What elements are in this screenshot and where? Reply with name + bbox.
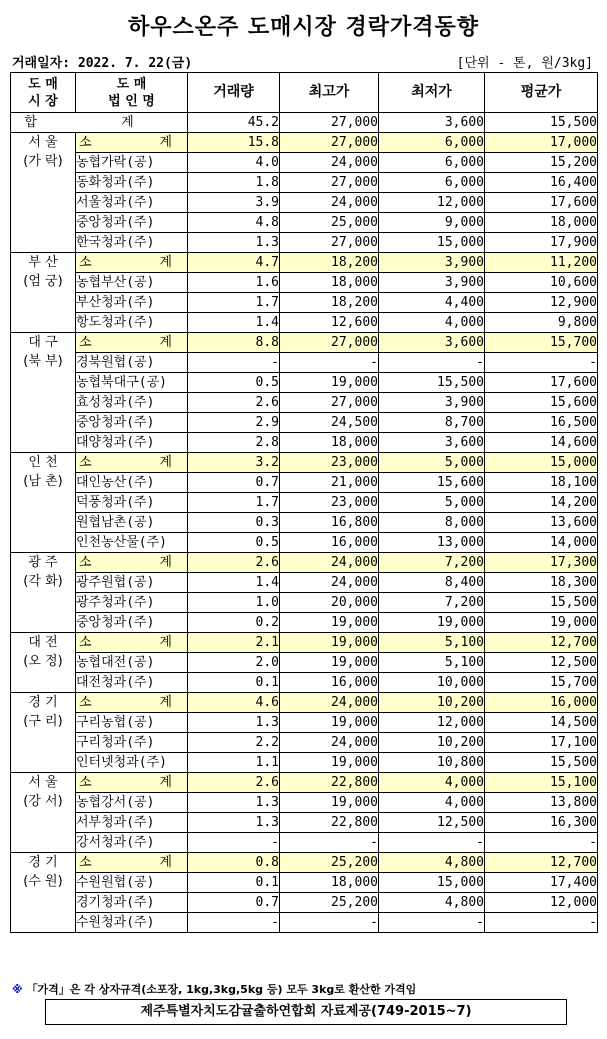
corp-name: 대인농산(주)	[76, 473, 188, 493]
max-price-cell: 27,000	[280, 393, 379, 413]
max-price-cell: 22,800	[280, 813, 379, 833]
volume-cell: 0.3	[188, 513, 280, 533]
max-price-cell: 27,000	[280, 233, 379, 253]
min-price-cell: 5,000	[379, 453, 485, 473]
market-region: 인 천 (남 촌)	[11, 453, 76, 553]
subtotal-row	[11, 633, 598, 653]
subtotal-row	[11, 773, 598, 793]
min-price-cell: 10,200	[379, 733, 485, 753]
avg-price-cell: 17,300	[485, 553, 598, 573]
header-min: 최저가	[379, 73, 485, 113]
max-price-cell: 18,000	[280, 433, 379, 453]
avg-price-cell: 15,500	[485, 593, 598, 613]
header-corp: 도 매 법 인 명	[76, 73, 188, 113]
avg-price-cell: 14,000	[485, 533, 598, 553]
volume-cell: 1.0	[188, 593, 280, 613]
table-row	[11, 493, 598, 513]
volume-cell: 1.7	[188, 293, 280, 313]
corp-name: 광주청과(주)	[76, 593, 188, 613]
corp-name: 동화청과(주)	[76, 173, 188, 193]
min-price-cell: 15,600	[379, 473, 485, 493]
corp-name: 중앙청과(주)	[76, 213, 188, 233]
max-price-cell: 23,000	[280, 493, 379, 513]
subtotal-row	[11, 693, 598, 713]
max-price-cell: 24,000	[280, 573, 379, 593]
max-price-cell: 24,000	[280, 153, 379, 173]
max-price-cell: 24,000	[280, 193, 379, 213]
max-price-cell: 18,200	[280, 293, 379, 313]
volume-cell: 1.3	[188, 713, 280, 733]
footnote-text: 「가격」은 각 상자규격(소포장, 1kg,3kg,5kg 등) 모두 3kg로 환산한 가격임	[26, 983, 417, 996]
max-price-cell: -	[280, 913, 379, 933]
subtotal-row	[11, 133, 598, 153]
avg-price-cell: 17,600	[485, 193, 598, 213]
avg-price-cell: 15,100	[485, 773, 598, 793]
market-region: 서 울 (강 서)	[11, 773, 76, 853]
avg-price-cell: 12,500	[485, 653, 598, 673]
corp-name: 항도청과(주)	[76, 313, 188, 333]
corp-name: 중앙청과(주)	[76, 613, 188, 633]
avg-price-cell: 12,900	[485, 293, 598, 313]
header-row	[11, 73, 598, 113]
max-price-cell: 25,200	[280, 893, 379, 913]
avg-price-cell: 18,300	[485, 573, 598, 593]
min-price-cell: 7,200	[379, 553, 485, 573]
max-price-cell: 16,000	[280, 673, 379, 693]
max-price-cell: -	[280, 353, 379, 373]
max-price-cell: 19,000	[280, 633, 379, 653]
min-price-cell: 3,900	[379, 253, 485, 273]
total-min: 3,600	[379, 113, 485, 133]
corp-name: 광주원협(공)	[76, 573, 188, 593]
volume-cell: 0.1	[188, 873, 280, 893]
corp-name: 대양청과(주)	[76, 433, 188, 453]
table-row	[11, 413, 598, 433]
max-price-cell: 22,800	[280, 773, 379, 793]
min-price-cell: 3,900	[379, 393, 485, 413]
max-price-cell: 23,000	[280, 453, 379, 473]
table-row	[11, 173, 598, 193]
corp-name: 한국청과(주)	[76, 233, 188, 253]
subtotal-row	[11, 553, 598, 573]
volume-cell: 0.5	[188, 533, 280, 553]
volume-cell: 1.1	[188, 753, 280, 773]
avg-price-cell: 19,000	[485, 613, 598, 633]
volume-cell: 15.8	[188, 133, 280, 153]
min-price-cell: 4,000	[379, 313, 485, 333]
corp-name: 서부청과(주)	[76, 813, 188, 833]
max-price-cell: 19,000	[280, 613, 379, 633]
market-region: 서 울 (가 락)	[11, 133, 76, 253]
corp-name: 소 계	[76, 553, 188, 573]
avg-price-cell: 15,700	[485, 333, 598, 353]
table-row	[11, 593, 598, 613]
avg-price-cell: -	[485, 913, 598, 933]
volume-cell: 1.3	[188, 813, 280, 833]
corp-name: 소 계	[76, 773, 188, 793]
avg-price-cell: 13,600	[485, 513, 598, 533]
min-price-cell: 4,800	[379, 853, 485, 873]
volume-cell: 4.6	[188, 693, 280, 713]
table-row	[11, 513, 598, 533]
table-row	[11, 533, 598, 553]
avg-price-cell: -	[485, 353, 598, 373]
max-price-cell: 21,000	[280, 473, 379, 493]
min-price-cell: -	[379, 913, 485, 933]
volume-cell: 1.4	[188, 313, 280, 333]
table-row	[11, 473, 598, 493]
corp-name: 원협남촌(공)	[76, 513, 188, 533]
volume-cell: 2.1	[188, 633, 280, 653]
avg-price-cell: 12,000	[485, 893, 598, 913]
min-price-cell: 12,000	[379, 193, 485, 213]
corp-name: 부산청과(주)	[76, 293, 188, 313]
table-row	[11, 893, 598, 913]
header-avg: 평균가	[485, 73, 598, 113]
volume-cell: -	[188, 833, 280, 853]
table-row	[11, 153, 598, 173]
max-price-cell: 19,000	[280, 373, 379, 393]
market-region: 경 기 (구 리)	[11, 693, 76, 773]
min-price-cell: 4,400	[379, 293, 485, 313]
table-row	[11, 273, 598, 293]
avg-price-cell: 17,000	[485, 133, 598, 153]
table-row	[11, 813, 598, 833]
page-title: 하우스온주 도매시장 경락가격동향	[127, 15, 480, 40]
table-row	[11, 753, 598, 773]
volume-cell: 4.7	[188, 253, 280, 273]
corp-name: 농협부산(공)	[76, 273, 188, 293]
header-market: 도 매 시 장	[11, 73, 76, 113]
subtotal-row	[11, 333, 598, 353]
market-region: 대 구 (북 부)	[11, 333, 76, 453]
min-price-cell: 3,600	[379, 333, 485, 353]
corp-name: 경기청과(주)	[76, 893, 188, 913]
corp-name: 농협대전(공)	[76, 653, 188, 673]
max-price-cell: 19,000	[280, 753, 379, 773]
avg-price-cell: 14,500	[485, 713, 598, 733]
table-row	[11, 673, 598, 693]
corp-name: 소 계	[76, 333, 188, 353]
volume-cell: 2.9	[188, 413, 280, 433]
total-row	[11, 113, 598, 133]
trade-date: 거래일자: 2022. 7. 22(금)	[12, 56, 193, 71]
max-price-cell: 25,000	[280, 213, 379, 233]
avg-price-cell: 16,400	[485, 173, 598, 193]
min-price-cell: 12,000	[379, 713, 485, 733]
avg-price-cell: 13,800	[485, 793, 598, 813]
corp-name: 덕풍청과(주)	[76, 493, 188, 513]
source-box: 제주특별자치도감귤출하연합회 자료제공(749-2015~7)	[45, 999, 567, 1025]
min-price-cell: 3,600	[379, 433, 485, 453]
volume-cell: 0.7	[188, 473, 280, 493]
min-price-cell: 7,200	[379, 593, 485, 613]
min-price-cell: 4,800	[379, 893, 485, 913]
avg-price-cell: 11,200	[485, 253, 598, 273]
table-row	[11, 833, 598, 853]
avg-price-cell: 10,600	[485, 273, 598, 293]
max-price-cell: 20,000	[280, 593, 379, 613]
min-price-cell: 15,000	[379, 873, 485, 893]
volume-cell: 0.7	[188, 893, 280, 913]
total-label: 합 계	[11, 113, 188, 133]
table-row	[11, 793, 598, 813]
avg-price-cell: 17,600	[485, 373, 598, 393]
volume-cell: 1.3	[188, 793, 280, 813]
avg-price-cell: 16,500	[485, 413, 598, 433]
max-price-cell: 24,500	[280, 413, 379, 433]
footnote	[12, 981, 416, 997]
volume-cell: 1.3	[188, 233, 280, 253]
corp-name: 농협강서(공)	[76, 793, 188, 813]
corp-name: 소 계	[76, 253, 188, 273]
max-price-cell: 19,000	[280, 713, 379, 733]
total-volume: 45.2	[188, 113, 280, 133]
max-price-cell: 16,800	[280, 513, 379, 533]
volume-cell: 8.8	[188, 333, 280, 353]
market-region: 광 주 (각 화)	[11, 553, 76, 633]
min-price-cell: 8,000	[379, 513, 485, 533]
max-price-cell: 27,000	[280, 333, 379, 353]
min-price-cell: 10,800	[379, 753, 485, 773]
min-price-cell: 15,000	[379, 233, 485, 253]
volume-cell: 1.4	[188, 573, 280, 593]
avg-price-cell: 15,700	[485, 673, 598, 693]
avg-price-cell: 16,000	[485, 693, 598, 713]
volume-cell: 1.6	[188, 273, 280, 293]
table-row	[11, 213, 598, 233]
corp-name: 농협가락(공)	[76, 153, 188, 173]
table-row	[11, 193, 598, 213]
max-price-cell: -	[280, 833, 379, 853]
total-max: 27,000	[280, 113, 379, 133]
table-row	[11, 573, 598, 593]
subtotal-row	[11, 253, 598, 273]
avg-price-cell: -	[485, 833, 598, 853]
corp-name: 소 계	[76, 133, 188, 153]
corp-name: 경북원협(공)	[76, 353, 188, 373]
table-row	[11, 433, 598, 453]
market-region: 경 기 (수 원)	[11, 853, 76, 933]
corp-name: 효성청과(주)	[76, 393, 188, 413]
volume-cell: 0.5	[188, 373, 280, 393]
corp-name: 농협북대구(공)	[76, 373, 188, 393]
max-price-cell: 24,000	[280, 553, 379, 573]
price-table	[10, 72, 598, 933]
table-row	[11, 353, 598, 373]
min-price-cell: -	[379, 353, 485, 373]
avg-price-cell: 17,900	[485, 233, 598, 253]
max-price-cell: 25,200	[280, 853, 379, 873]
volume-cell: 2.0	[188, 653, 280, 673]
volume-cell: -	[188, 353, 280, 373]
avg-price-cell: 16,300	[485, 813, 598, 833]
corp-name: 대전청과(주)	[76, 673, 188, 693]
corp-name: 구리청과(주)	[76, 733, 188, 753]
min-price-cell: 12,500	[379, 813, 485, 833]
total-avg: 15,500	[485, 113, 598, 133]
table-row	[11, 293, 598, 313]
min-price-cell: 10,200	[379, 693, 485, 713]
max-price-cell: 27,000	[280, 133, 379, 153]
avg-price-cell: 17,100	[485, 733, 598, 753]
corp-name: 서울청과(주)	[76, 193, 188, 213]
max-price-cell: 18,000	[280, 873, 379, 893]
min-price-cell: 5,000	[379, 493, 485, 513]
max-price-cell: 16,000	[280, 533, 379, 553]
min-price-cell: 3,900	[379, 273, 485, 293]
corp-name: 수원청과(주)	[76, 913, 188, 933]
avg-price-cell: 9,800	[485, 313, 598, 333]
min-price-cell: 8,700	[379, 413, 485, 433]
subtotal-row	[11, 853, 598, 873]
corp-name: 강서청과(주)	[76, 833, 188, 853]
avg-price-cell: 17,400	[485, 873, 598, 893]
table-row	[11, 373, 598, 393]
table-row	[11, 233, 598, 253]
volume-cell: 2.2	[188, 733, 280, 753]
volume-cell: 3.2	[188, 453, 280, 473]
market-region: 대 전 (오 정)	[11, 633, 76, 693]
corp-name: 소 계	[76, 633, 188, 653]
min-price-cell: 10,000	[379, 673, 485, 693]
max-price-cell: 12,600	[280, 313, 379, 333]
min-price-cell: 4,000	[379, 773, 485, 793]
volume-cell: 4.0	[188, 153, 280, 173]
min-price-cell: 19,000	[379, 613, 485, 633]
volume-cell: 1.8	[188, 173, 280, 193]
table-row	[11, 613, 598, 633]
min-price-cell: -	[379, 833, 485, 853]
footnote-mark: ※	[12, 983, 23, 996]
corp-name: 소 계	[76, 453, 188, 473]
table-row	[11, 713, 598, 733]
corp-name: 중앙청과(주)	[76, 413, 188, 433]
market-region: 부 산 (엄 궁)	[11, 253, 76, 333]
min-price-cell: 15,500	[379, 373, 485, 393]
volume-cell: 0.8	[188, 853, 280, 873]
max-price-cell: 27,000	[280, 173, 379, 193]
avg-price-cell: 14,200	[485, 493, 598, 513]
max-price-cell: 24,000	[280, 693, 379, 713]
table-row	[11, 913, 598, 933]
max-price-cell: 19,000	[280, 653, 379, 673]
min-price-cell: 6,000	[379, 173, 485, 193]
max-price-cell: 24,000	[280, 733, 379, 753]
min-price-cell: 8,400	[379, 573, 485, 593]
volume-cell: 0.1	[188, 673, 280, 693]
volume-cell: -	[188, 913, 280, 933]
volume-cell: 2.8	[188, 433, 280, 453]
volume-cell: 1.7	[188, 493, 280, 513]
avg-price-cell: 15,600	[485, 393, 598, 413]
avg-price-cell: 15,000	[485, 453, 598, 473]
corp-name: 소 계	[76, 693, 188, 713]
corp-name: 인천농산물(주)	[76, 533, 188, 553]
corp-name: 소 계	[76, 853, 188, 873]
avg-price-cell: 15,500	[485, 753, 598, 773]
table-row	[11, 393, 598, 413]
max-price-cell: 18,200	[280, 253, 379, 273]
volume-cell: 0.2	[188, 613, 280, 633]
subtotal-row	[11, 453, 598, 473]
table-row	[11, 733, 598, 753]
min-price-cell: 6,000	[379, 153, 485, 173]
avg-price-cell: 15,200	[485, 153, 598, 173]
volume-cell: 4.8	[188, 213, 280, 233]
min-price-cell: 6,000	[379, 133, 485, 153]
header-max: 최고가	[280, 73, 379, 113]
min-price-cell: 13,000	[379, 533, 485, 553]
volume-cell: 2.6	[188, 773, 280, 793]
volume-cell: 2.6	[188, 393, 280, 413]
volume-cell: 2.6	[188, 553, 280, 573]
avg-price-cell: 12,700	[485, 853, 598, 873]
corp-name: 구리농협(공)	[76, 713, 188, 733]
table-row	[11, 313, 598, 333]
unit-label: [단위 - 톤, 원/3kg]	[456, 56, 593, 71]
header-volume: 거래량	[188, 73, 280, 113]
volume-cell: 3.9	[188, 193, 280, 213]
min-price-cell: 5,100	[379, 633, 485, 653]
avg-price-cell: 12,700	[485, 633, 598, 653]
corp-name: 수원원협(공)	[76, 873, 188, 893]
min-price-cell: 9,000	[379, 213, 485, 233]
avg-price-cell: 18,000	[485, 213, 598, 233]
avg-price-cell: 18,100	[485, 473, 598, 493]
table-row	[11, 873, 598, 893]
max-price-cell: 18,000	[280, 273, 379, 293]
corp-name: 인터넷청과(주)	[76, 753, 188, 773]
min-price-cell: 5,100	[379, 653, 485, 673]
max-price-cell: 19,000	[280, 793, 379, 813]
table-row	[11, 653, 598, 673]
min-price-cell: 4,000	[379, 793, 485, 813]
avg-price-cell: 14,600	[485, 433, 598, 453]
